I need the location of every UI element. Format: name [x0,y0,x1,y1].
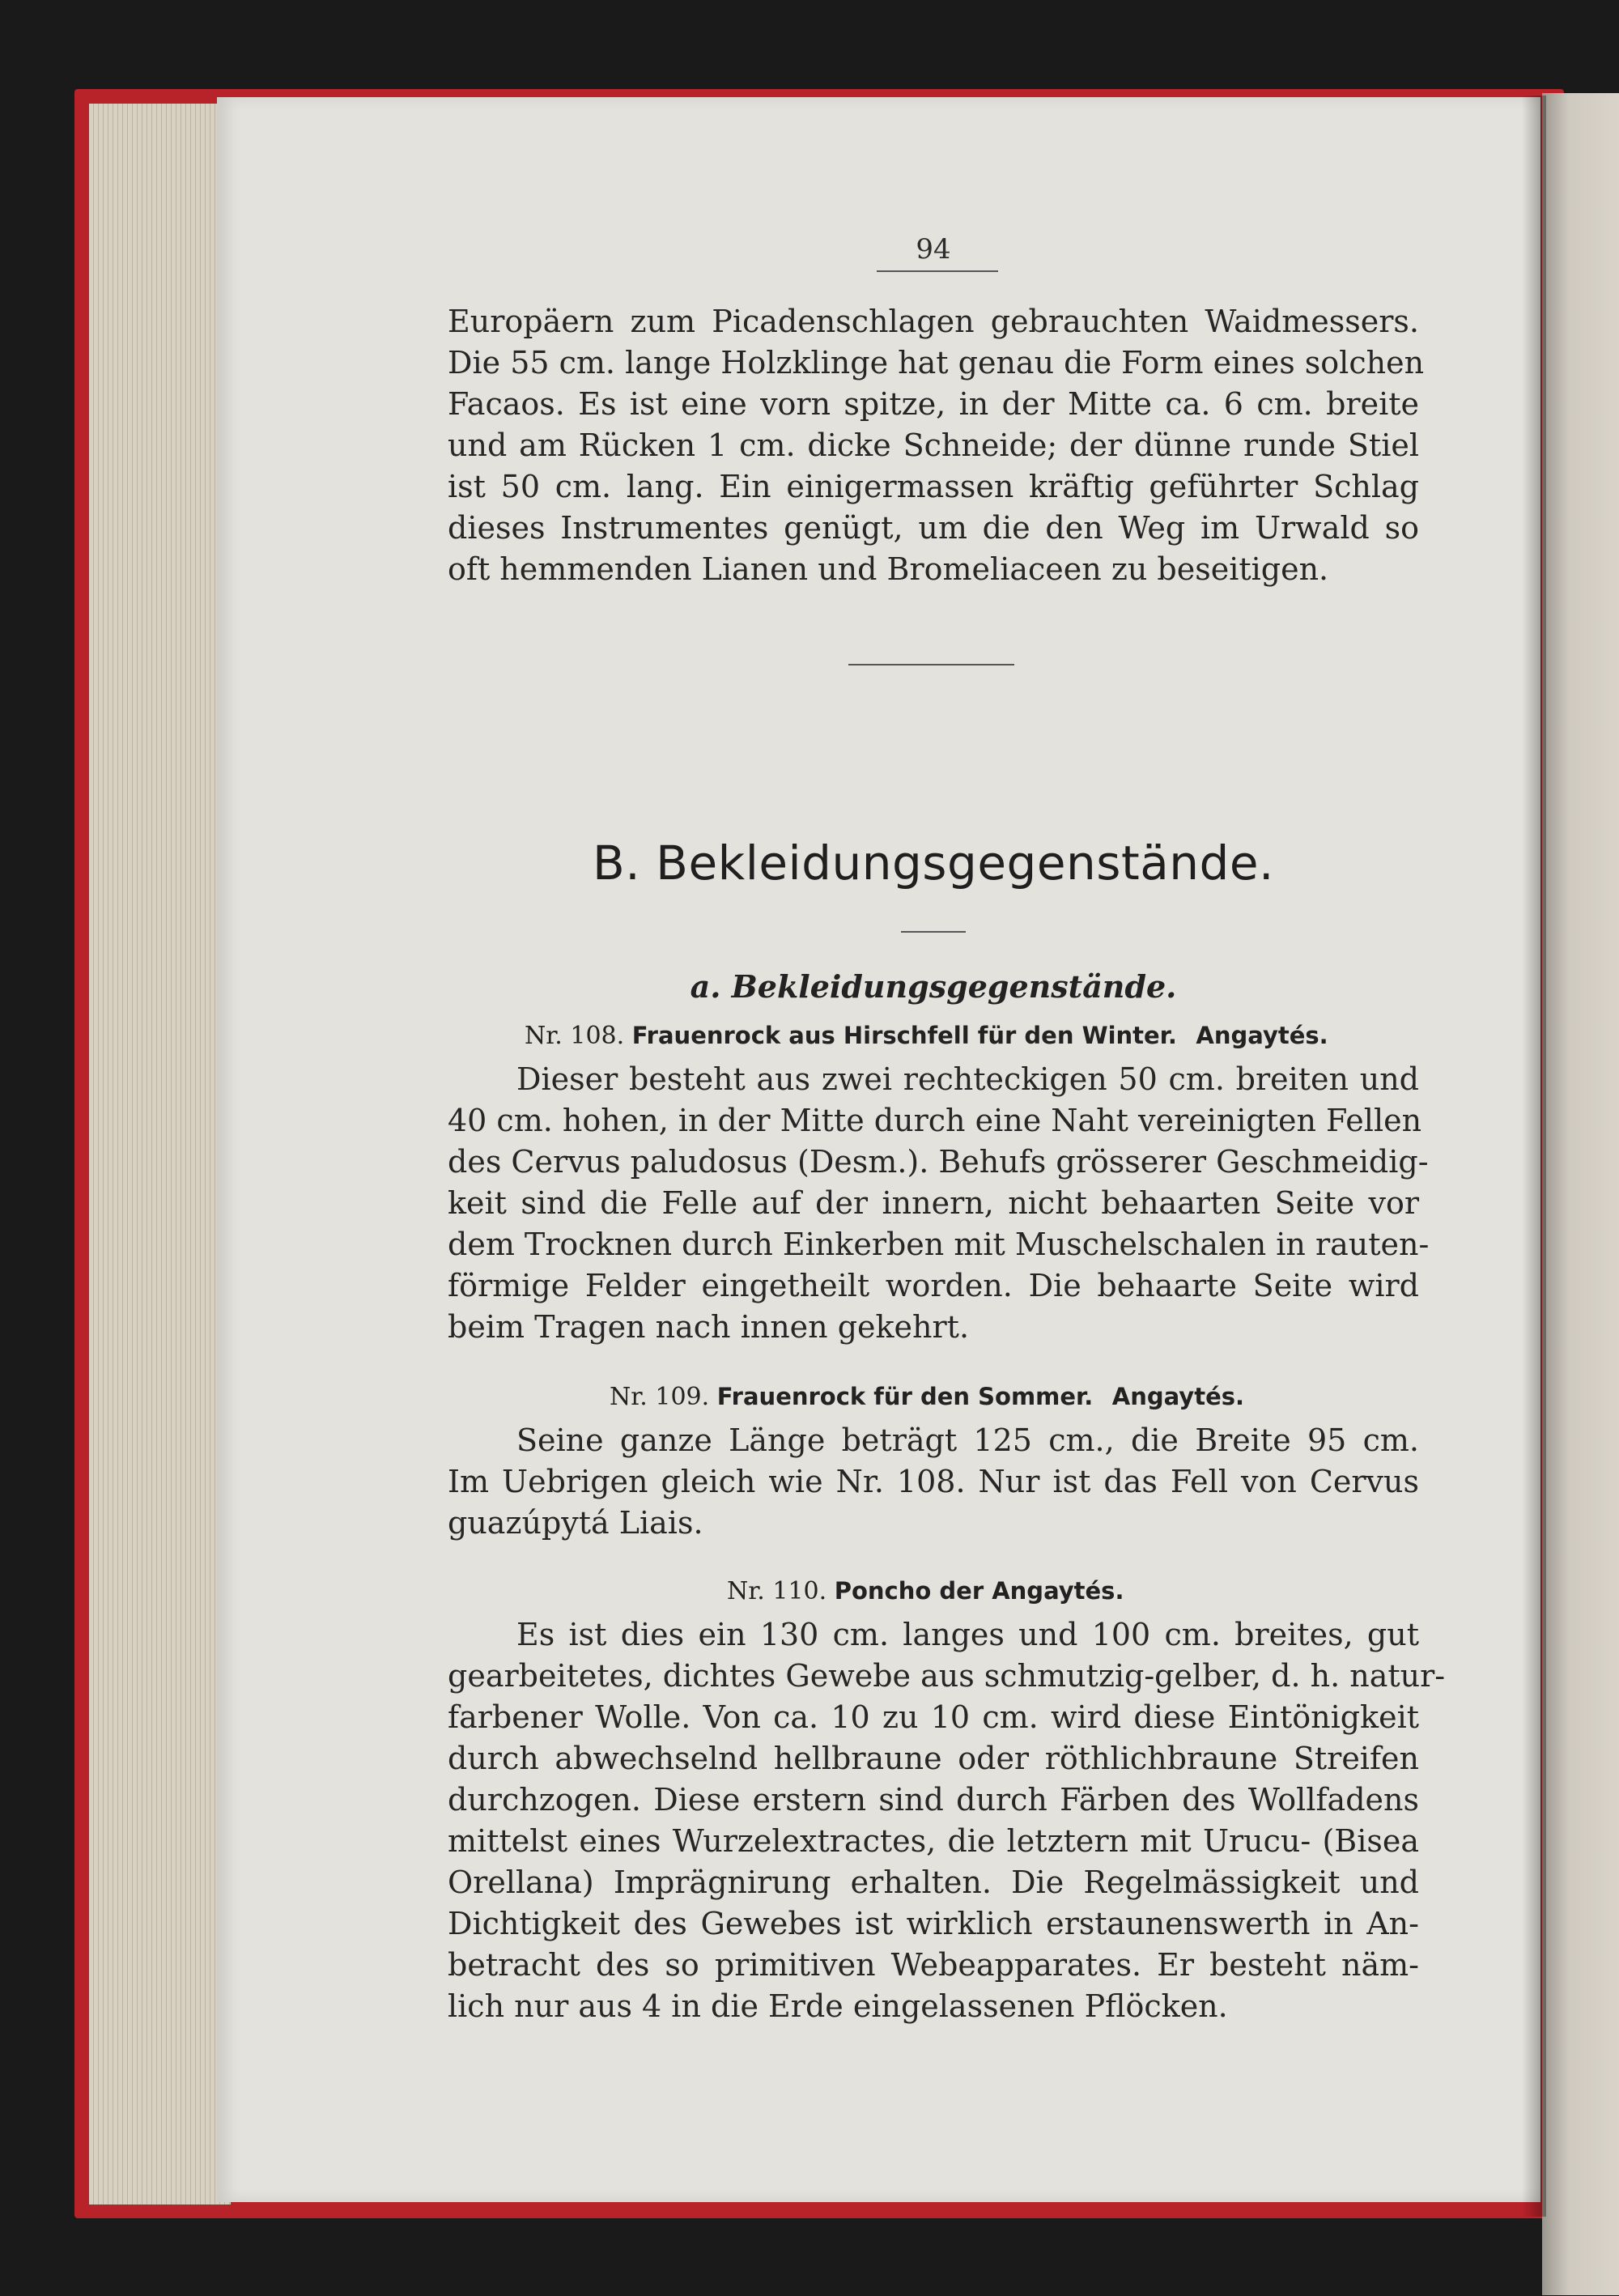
page-edges [89,104,231,2205]
entry-heading-109 [610,1383,1581,1411]
text-line: ist 50 cm. lang. Ein einigermassen kräftig geführter Schlag [448,469,1419,504]
text-line: förmige Felder eingetheilt worden. Die behaarte Seite wird [448,1268,1419,1303]
text-line: lich nur aus 4 in die Erde eingelassenen Pflöcken. [448,1988,1228,2024]
entry-number: Nr. 110. [727,1577,827,1605]
text-line: Facaos. Es ist eine vorn spitze, in der Mitte ca. 6 cm. breite [448,386,1419,422]
entry-heading-108 [525,1022,1496,1050]
entry-tribe: Angaytés. [1111,1383,1245,1410]
entry-title: Poncho der Angaytés. [834,1577,1124,1605]
text-line: betracht des so primitiven Webeapparates. Er besteht näm- [448,1947,1419,1983]
text-line: durchzogen. Diese erstern sind durch Färben des Wollfadens [448,1782,1419,1818]
text-line: gearbeitetes, dichtes Gewebe aus schmutzig-gelber, d. h. natur- [448,1658,1446,1694]
text-line: des Cervus paludosus (Desm.). Behufs grösserer Geschmeidig- [448,1144,1429,1180]
entry-heading-110 [727,1577,1619,1605]
intro-paragraph [448,301,1425,590]
book-page [217,97,1540,2202]
entry-number: Nr. 108. [525,1022,625,1050]
text-line: oft hemmenden Lianen und Bromeliaceen zu beseitigen. [448,551,1329,587]
entry-title: Frauenrock aus Hirschfell für den Winter. [631,1022,1177,1049]
entry-text-108 [448,1059,1430,1348]
text-line: Es ist dies ein 130 cm. langes und 100 cm. breites, gut [516,1617,1419,1652]
section-heading: B. Bekleidungsgegenstände. [593,835,1274,891]
text-line: Europäern zum Picadenschlagen gebrauchten Waidmessers. [448,304,1419,339]
text-line: Dichtigkeit des Gewebes ist wirklich erstaunenswerth in An- [448,1906,1419,1941]
gutter-shadow [1522,96,1546,2217]
text-line: keit sind die Felle auf der innern, nicht behaarten Seite vor [448,1185,1419,1221]
entry-number: Nr. 109. [610,1383,710,1411]
entry-text-110 [448,1614,1446,2027]
adjacent-page [1542,93,1619,2295]
text-line: Orellana) Imprägnirung erhalten. Die Regelmässigkeit und [448,1864,1419,1900]
heading-divider [901,931,966,933]
page-number-rule [877,270,998,272]
text-line: und am Rücken 1 cm. dicke Schneide; der dünne runde Stiel [448,427,1419,463]
entry-tribe: Angaytés. [1196,1022,1328,1049]
entry-title: Frauenrock für den Sommer. [716,1383,1094,1410]
text-line: farbener Wolle. Von ca. 10 zu 10 cm. wird diese Eintönigkeit [448,1699,1419,1735]
text-line: beim Tragen nach innen gekehrt. [448,1309,970,1345]
section-divider [848,664,1014,665]
text-line: dieses Instrumentes genügt, um die den Weg im Urwald so [448,510,1419,546]
text-line: guazúpytá Liais. [448,1505,703,1541]
text-line: 40 cm. hohen, in der Mitte durch eine Naht vereinigten Fellen [448,1103,1422,1138]
text-line: durch abwechselnd hellbraune oder röthlichbraune Streifen [448,1741,1419,1776]
text-line: Im Uebrigen gleich wie Nr. 108. Nur ist das Fell von Cervus [448,1464,1419,1499]
text-line: dem Trocknen durch Einkerben mit Muschelschalen in rauten- [448,1227,1430,1262]
text-line: Seine ganze Länge beträgt 125 cm., die Breite 95 cm. [516,1422,1419,1458]
subheading: a. Bekleidungsgegenstände. [690,968,1177,1005]
text-line: Die 55 cm. lange Holzklinge hat genau die Form eines solchen [448,345,1425,381]
page-number: 94 [916,233,951,266]
text-line: Dieser besteht aus zwei rechteckigen 50 cm. breiten und [516,1061,1419,1097]
entry-text-109 [448,1420,1419,1544]
text-line: mittelst eines Wurzelextractes, die letztern mit Urucu- (Bisea [448,1823,1419,1859]
